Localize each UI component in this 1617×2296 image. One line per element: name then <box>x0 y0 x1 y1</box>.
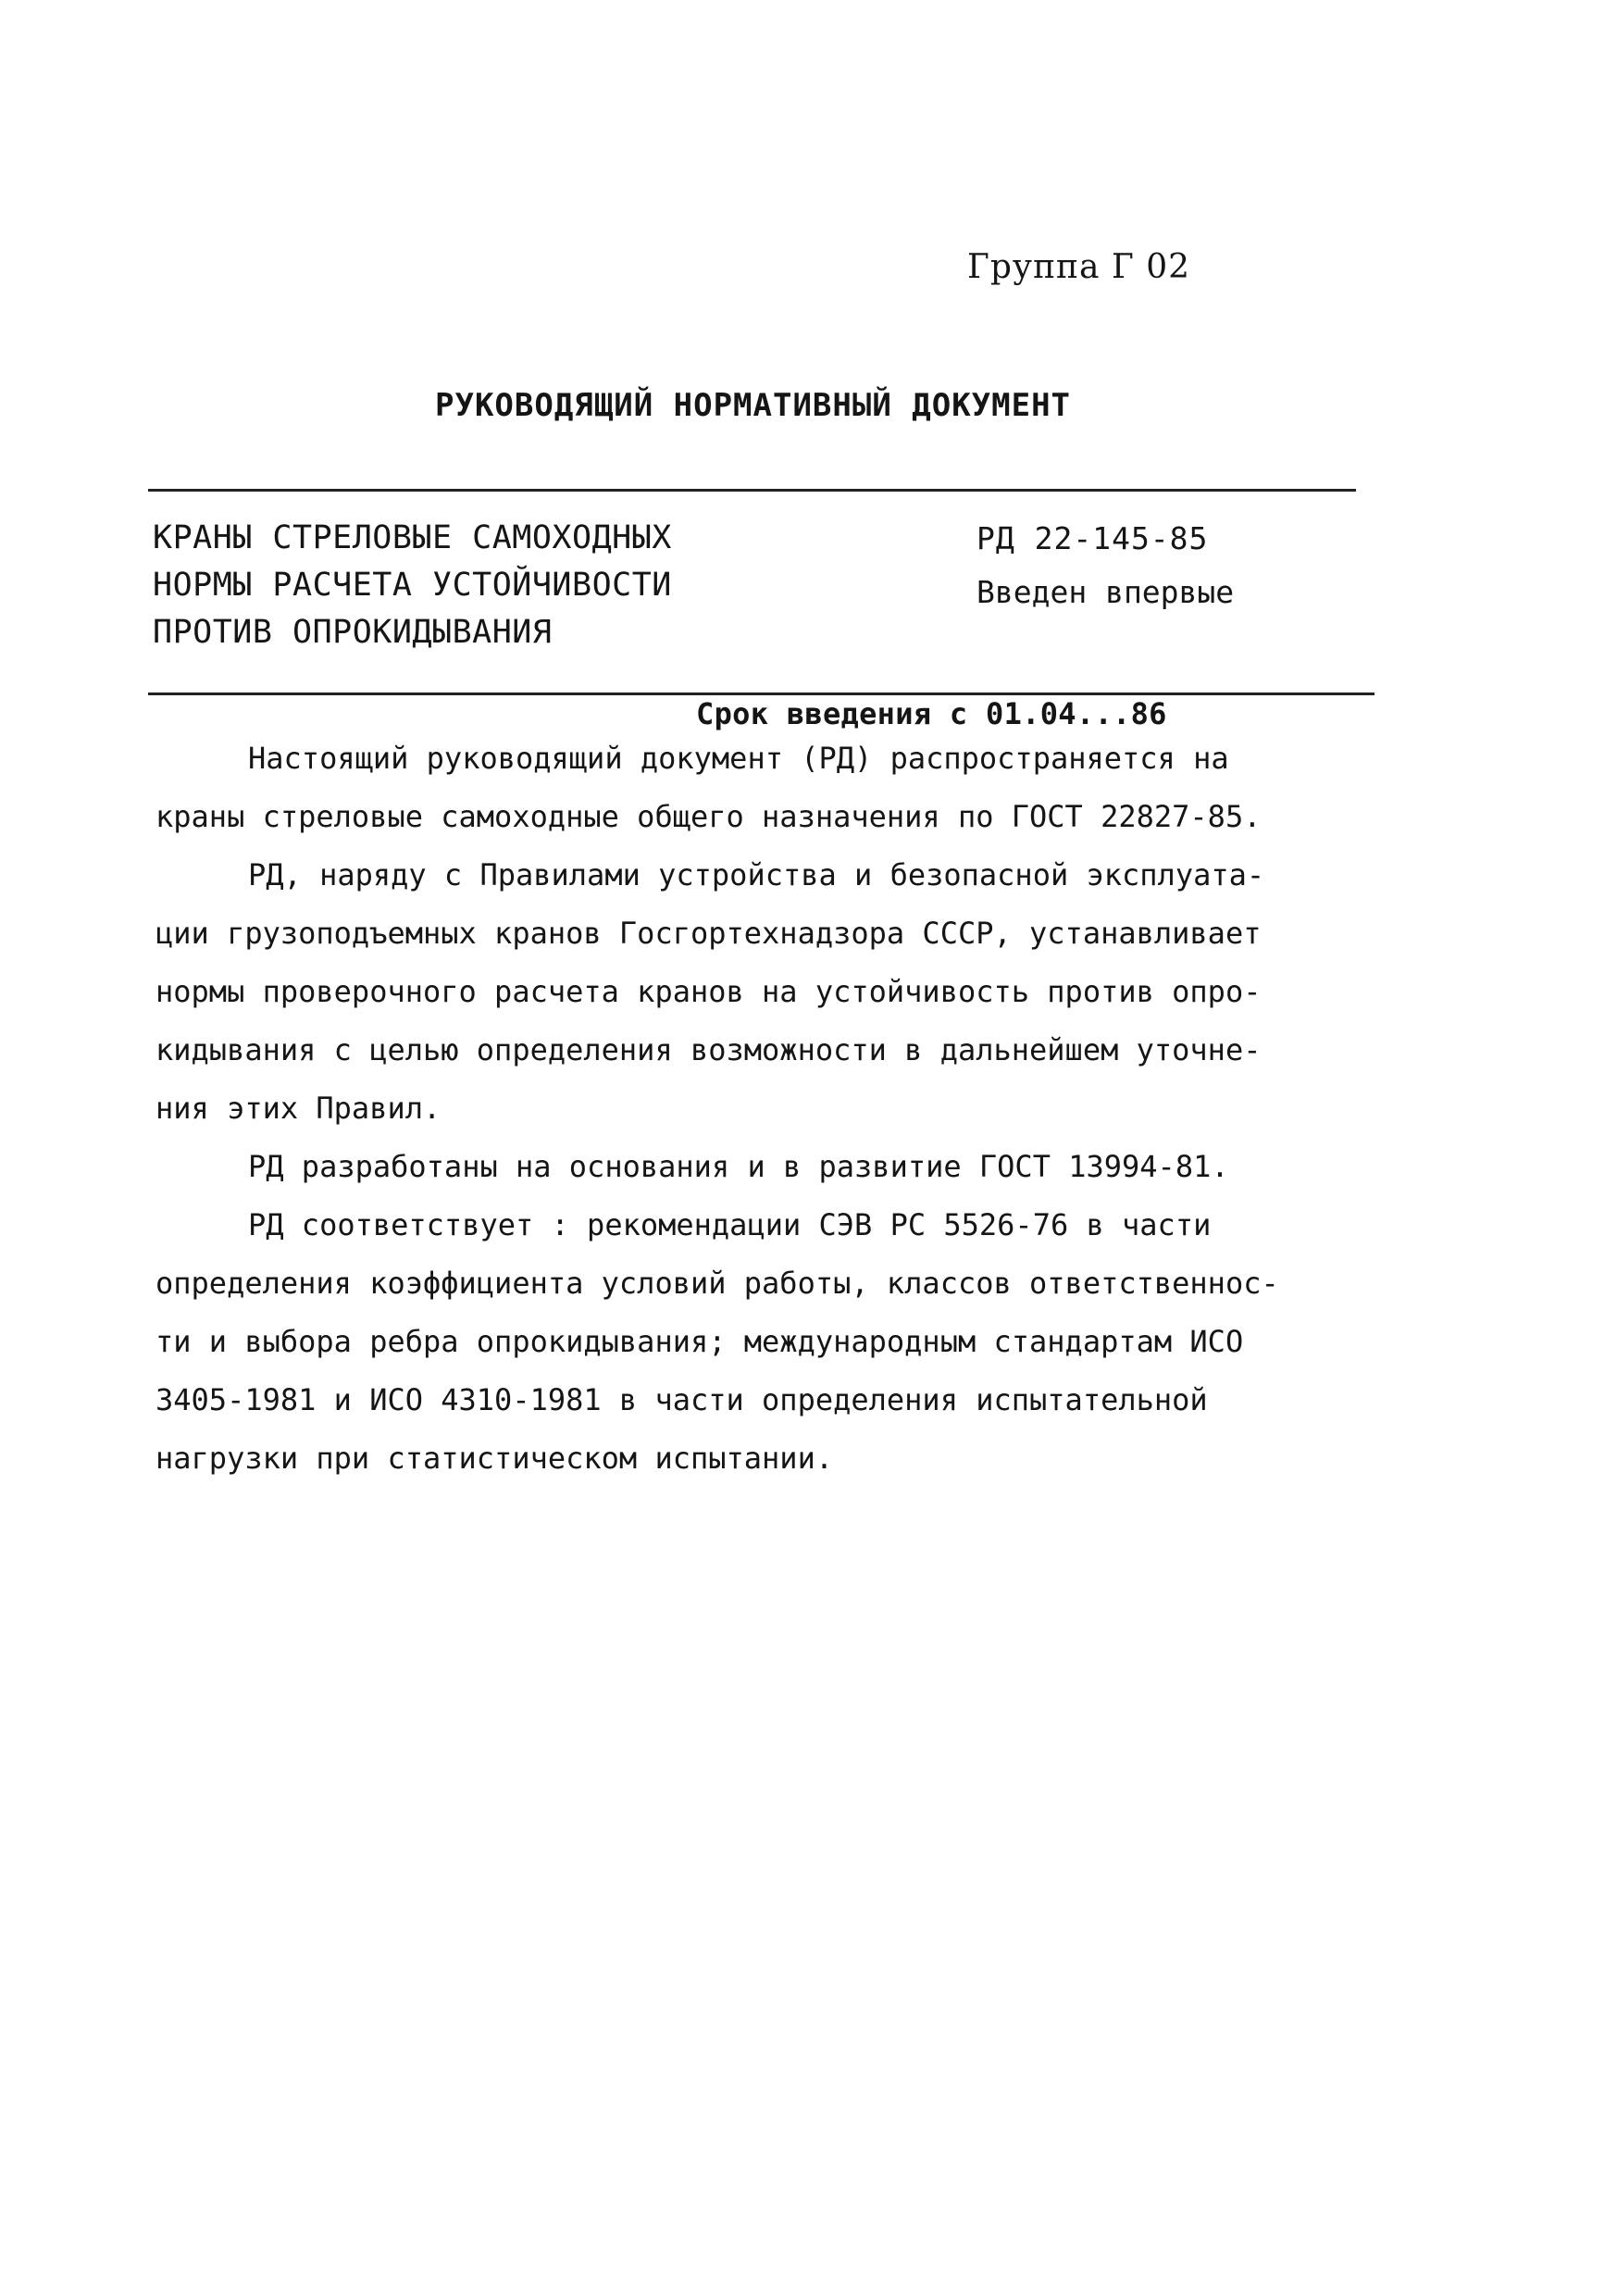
document-code-block <box>976 515 1234 616</box>
body-line: ти и выбора ребра опрокидывания; международным стандартам ИСО <box>155 1324 1244 1359</box>
body-line: нормы проверочного расчета кранов на устойчивость против опро- <box>155 974 1262 1009</box>
divider-bottom <box>148 693 1374 695</box>
effective-date: Срок введения с 01.04...86 <box>696 696 1167 731</box>
body-line: краны стреловые самоходные общего назначения по ГОСТ 22827-85. <box>155 799 1262 834</box>
body-line: РД, наряду с Правилами устройства и безопасной эксплуата- <box>248 857 1265 892</box>
body-line: ния этих Правил. <box>155 1091 442 1126</box>
document-code: РД 22-145-85 <box>976 520 1209 556</box>
document-type-heading: РУКОВОДЯЩИЙ НОРМАТИВНЫЙ ДОКУМЕНТ <box>435 387 1072 424</box>
body-line: Настоящий руководящий документ (РД) распространяется на <box>248 741 1229 776</box>
body-line: нагрузки при статистическом испытании. <box>155 1441 834 1476</box>
title-line: ПРОТИВ ОПРОКИДЫВАНИЯ <box>153 614 553 651</box>
body-line: РД разработаны на основания и в развитие ГОСТ 13994-81. <box>248 1149 1229 1184</box>
body-line: ции грузоподъемных кранов Госгортехнадзора СССР, устанавливает <box>155 916 1262 951</box>
body-line: 3405-1981 и ИСО 4310-1981 в части определения испытательной <box>155 1382 1208 1417</box>
body-text <box>155 730 1350 1488</box>
body-line: РД соответствует : рекомендации СЭВ РС 5526-76 в части <box>248 1207 1212 1242</box>
body-line: определения коэффициента условий работы, классов ответственнос- <box>155 1266 1279 1301</box>
title-line: НОРМЫ РАСЧЕТА УСТОЙЧИВОСТИ <box>153 567 672 604</box>
title-line: КРАНЫ СТРЕЛОВЫЕ САМОХОДНЫХ <box>153 519 672 556</box>
group-label: Группа Г 02 <box>967 248 1191 286</box>
body-line: кидывания с целью определения возможности в дальнейшем уточне- <box>155 1032 1262 1067</box>
introduced-note: Введен впервые <box>976 574 1235 610</box>
document-title <box>153 515 672 656</box>
divider-top <box>148 489 1356 492</box>
